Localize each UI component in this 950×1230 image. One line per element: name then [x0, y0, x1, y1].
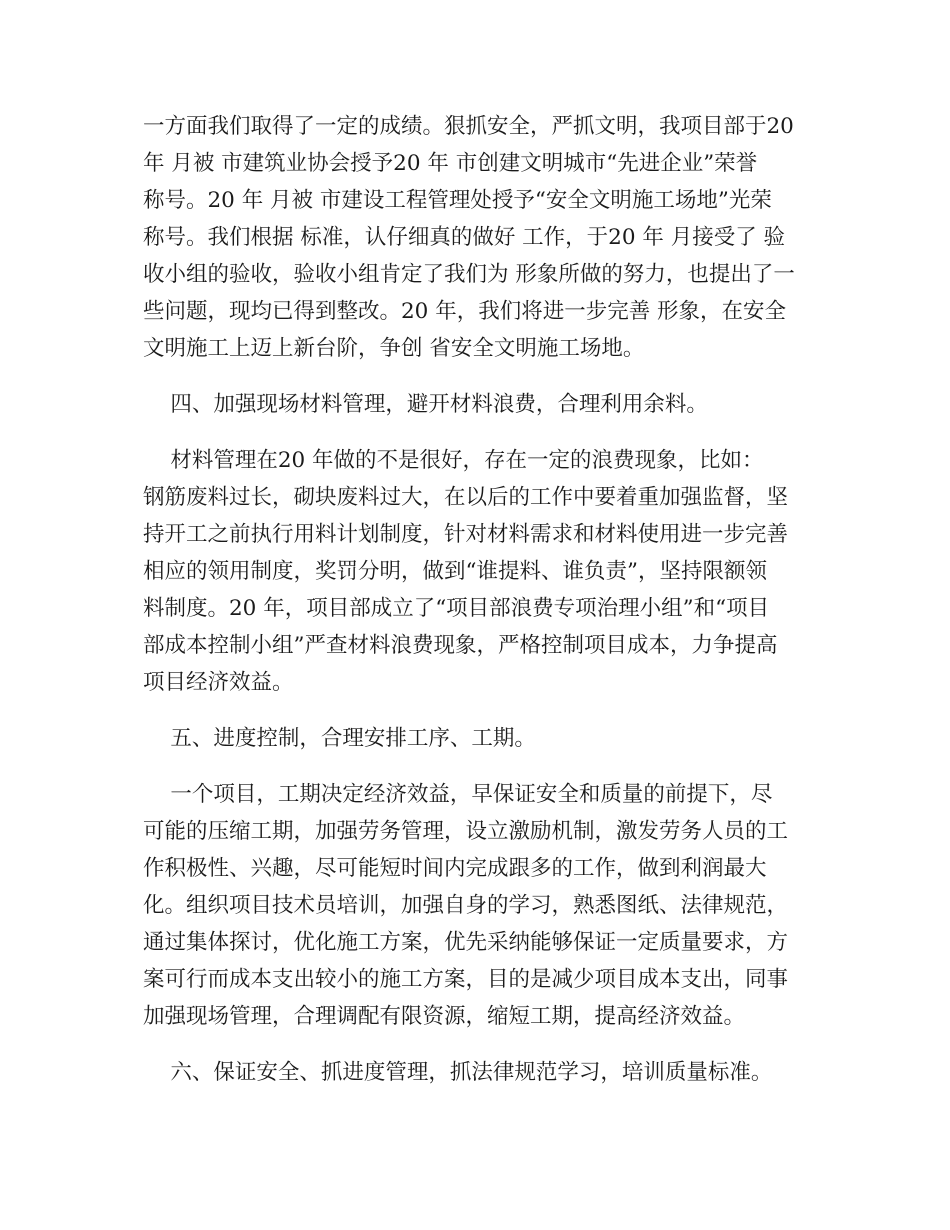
text-line: 料制度。20 年，项目部成立了“项目部浪费专项治理小组”和“项目	[143, 596, 770, 621]
text-line: 一个项目，工期决定经济效益，早保证安全和质量的前提下，尽	[143, 782, 773, 807]
text-line: 部成本控制小组”严查材料浪费现象，严格控制项目成本，力争提高	[143, 633, 778, 658]
heading-line: 四、加强现场材料管理，避开材料浪费，合理利用余料。	[143, 392, 708, 417]
section-heading-4	[143, 386, 823, 423]
text-line: 称号。我们根据 标准，认仔细真的做好 工作，于20 年 月接受了 验	[143, 225, 786, 250]
paragraph-gap	[143, 423, 823, 442]
text-line: 加强现场管理，合理调配有限资源，缩短工期，提高经济效益。	[143, 1004, 746, 1029]
text-line: 收小组的验收，验收小组肯定了我们为 形象所做的努力，也提出了一	[143, 262, 795, 287]
text-line: 相应的领用制度，奖罚分明，做到“谁提料、谁负责”，坚持限额领	[143, 559, 767, 584]
paragraph-gap	[143, 757, 823, 776]
paragraph-gap	[143, 367, 823, 386]
text-line: 称号。20 年 月被 市建设工程管理处授予“安全文明施工场地”光荣	[143, 188, 772, 213]
document-body	[143, 108, 823, 1091]
text-line: 可能的压缩工期，加强劳务管理，设立激励机制，激发劳务人员的工	[143, 819, 789, 844]
text-line: 案可行而成本支出较小的施工方案，目的是减少项目成本支出，同事	[143, 967, 789, 992]
text-line: 些问题，现均已得到整改。20 年，我们将进一步完善 形象，在安全	[143, 299, 787, 324]
text-line: 年 月被 市建筑业协会授予20 年 市创建文明城市“先进企业”荣誉	[143, 151, 758, 176]
paragraph-material-management	[143, 442, 823, 701]
text-line: 材料管理在20 年做的不是很好，存在一定的浪费现象，比如：	[143, 448, 764, 473]
heading-line: 五、进度控制，合理安排工序、工期。	[143, 726, 536, 751]
section-heading-5	[143, 720, 823, 757]
text-line: 通过集体探讨，优化施工方案，优先采纳能够保证一定质量要求，方	[143, 930, 789, 955]
text-line: 一方面我们取得了一定的成绩。狠抓安全，严抓文明，我项目部于20	[143, 114, 794, 139]
heading-line: 六、保证安全、抓进度管理，抓法律规范学习，培训质量标准。	[143, 1060, 773, 1085]
text-line: 作积极性、兴趣，尽可能短时间内完成跟多的工作，做到利润最大	[143, 856, 767, 881]
paragraph-achievements	[143, 108, 823, 367]
paragraph-gap	[143, 701, 823, 720]
text-line: 文明施工上迈上新台阶，争创 省安全文明施工场地。	[143, 336, 645, 361]
paragraph-schedule-control	[143, 776, 823, 1035]
text-line: 项目经济效益。	[143, 670, 294, 695]
paragraph-gap	[143, 1035, 823, 1054]
text-line: 钢筋废料过长，砌块废料过大，在以后的工作中要着重加强监督，坚	[143, 485, 789, 510]
text-line: 持开工之前执行用料计划制度，针对材料需求和材料使用进一步完善	[143, 522, 789, 547]
section-heading-6	[143, 1054, 823, 1091]
text-line: 化。组织项目技术员培训，加强自身的学习，熟悉图纸、法律规范，	[143, 893, 789, 918]
